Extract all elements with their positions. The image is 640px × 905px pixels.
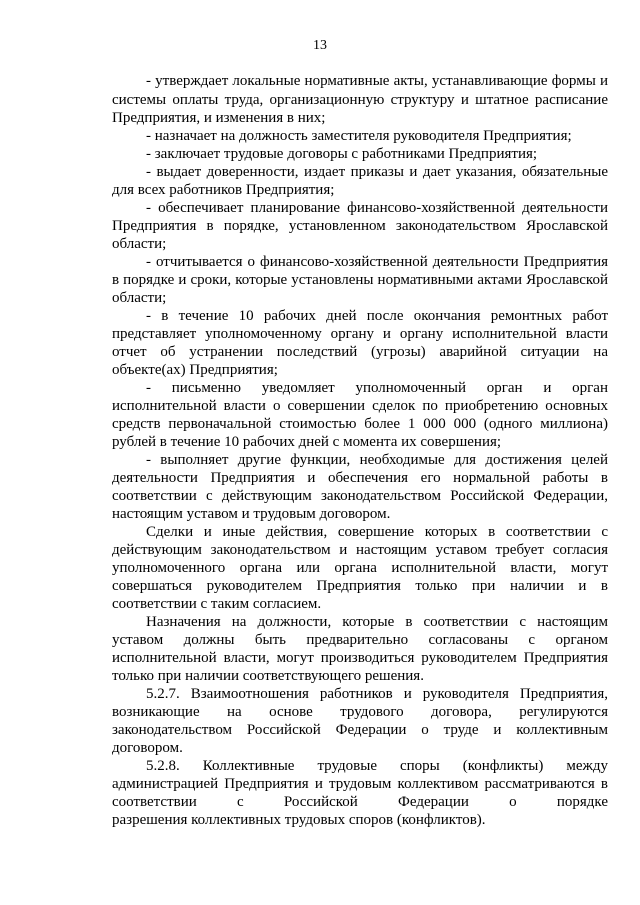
text-line: уполномоченного органа или органа исполнительной власти, могут [112, 560, 608, 576]
text-line: администрацией Предприятия и трудовым коллективом рассматриваются в [112, 776, 608, 792]
text-line: исполнительной власти о совершении сделок по приобретению основных [112, 398, 608, 414]
text-line: законодательством Российской Федерации о труде и коллективным [112, 722, 608, 738]
text-line: разрешения коллективных трудовых споров (конфликтов). [112, 812, 486, 828]
text-line: отчет об устранении последствий (угрозы) аварийной ситуации на [112, 344, 608, 360]
text-line: уставом должны быть предварительно согласованы с органом [112, 632, 608, 648]
page-number: 13 [313, 38, 327, 53]
text-line: возникающие на основе трудового договора, регулируются [112, 704, 608, 720]
text-line: соответствии с Российской Федерации о порядке [112, 794, 608, 810]
text-line: - обеспечивает планирование финансово-хозяйственной деятельности [146, 200, 608, 216]
text-line: области; [112, 236, 167, 252]
text-line: области; [112, 290, 167, 306]
text-line: совершаться руководителем Предприятия только при наличии и в [112, 578, 608, 594]
text-line: - утверждает локальные нормативные акты, устанавливающие формы и [146, 73, 608, 89]
text-line: - отчитывается о финансово-хозяйственной деятельности Предприятия [146, 254, 608, 270]
text-line: договором. [112, 740, 183, 756]
text-line: представляет уполномоченному органу и органу исполнительной власти [112, 326, 608, 342]
text-line: системы оплаты труда, организационную структуру и штатное расписание [112, 92, 608, 108]
text-line: для всех работников Предприятия; [112, 182, 335, 198]
text-line: только при наличии соответствующего решения. [112, 668, 424, 684]
text-line: рублей в течение 10 рабочих дней с момента их совершения; [112, 434, 502, 450]
text-line: объекте(ах) Предприятия; [112, 362, 278, 378]
text-line: Сделки и иные действия, совершение которых в соответствии с [146, 524, 608, 540]
text-line: Предприятия в порядке, установленном законодательством Ярославской [112, 218, 608, 234]
text-line: 5.2.7. Взаимоотношения работников и руководителя Предприятия, [146, 686, 608, 702]
text-line: - выдает доверенности, издает приказы и дает указания, обязательные [146, 164, 608, 180]
text-line: исполнительной власти, могут производиться руководителем Предприятия [112, 650, 608, 666]
text-line: соответствии с действующим законодательством Российской Федерации, [112, 488, 608, 504]
text-line: действующим законодательством и настоящим уставом требует согласия [112, 542, 608, 558]
text-line: настоящим уставом и трудовым договором. [112, 506, 391, 522]
text-line: - в течение 10 рабочих дней после окончания ремонтных работ [146, 308, 608, 324]
text-line: - заключает трудовые договоры с работниками Предприятия; [146, 146, 538, 162]
text-line: 5.2.8. Коллективные трудовые споры (конфликты) между [146, 758, 608, 774]
text-line: Назначения на должности, которые в соответствии с настоящим [146, 614, 608, 630]
text-line: средств первоначальной стоимостью более 1 000 000 (одного миллиона) [112, 416, 608, 432]
text-line: в порядке и сроки, которые установлены нормативными актами Ярославской [112, 272, 608, 288]
text-line: Предприятия, и изменения в них; [112, 110, 326, 126]
text-line: деятельности Предприятия и обеспечения его нормальной работы в [112, 470, 608, 486]
text-line: - назначает на должность заместителя руководителя Предприятия; [146, 128, 572, 144]
text-line: - письменно уведомляет уполномоченный орган и орган [146, 380, 608, 396]
text-line: соответствии с таким согласием. [112, 596, 322, 612]
text-line: - выполняет другие функции, необходимые для достижения целей [146, 452, 608, 468]
